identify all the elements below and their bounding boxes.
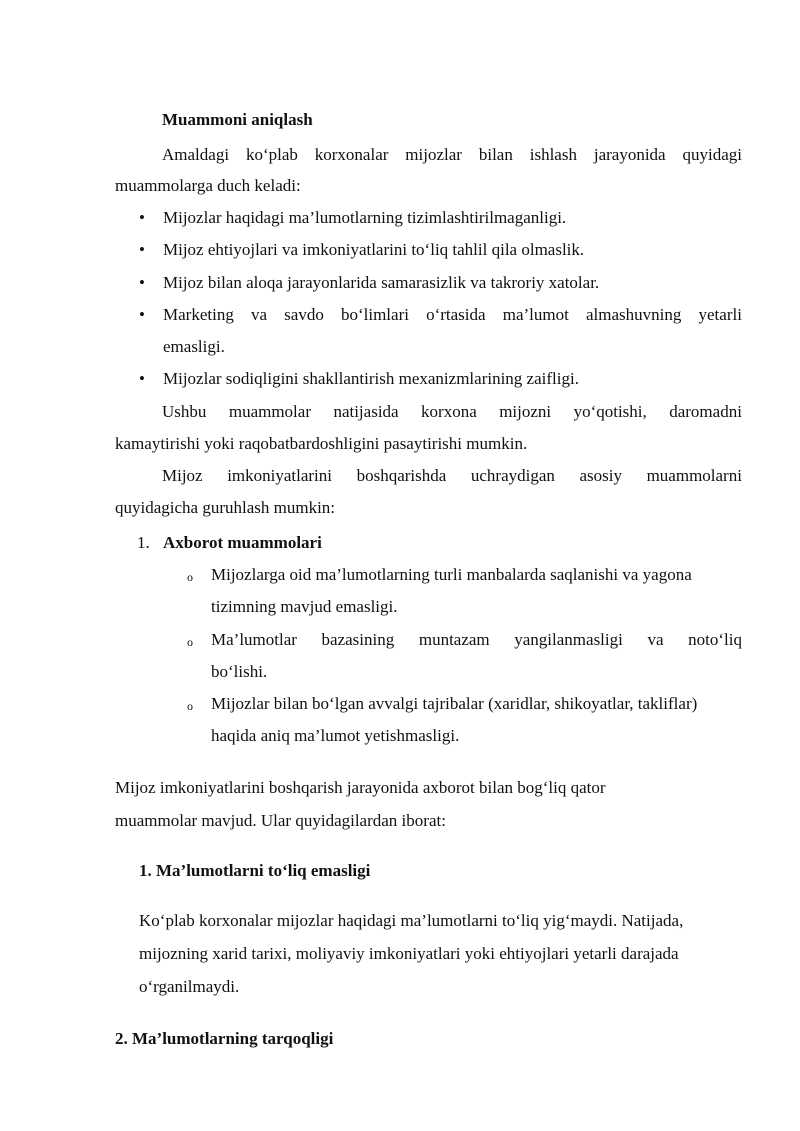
subsection-2-title: 2. Ma’lumotlarning tarqoqligi: [115, 1029, 334, 1048]
word: ishlash: [529, 145, 577, 164]
paragraph-4-line-1: Mijoz imkoniyatlarini boshqarish jarayonida axborot bilan bog‘liq qator: [115, 778, 606, 797]
bullet-glyph: •: [139, 305, 145, 324]
word: yo‘qotishi,: [573, 402, 647, 421]
sub-item-continuation: bo‘lishi.: [211, 662, 268, 681]
paragraph-3-line-2: quyidagicha guruhlash mumkin:: [115, 498, 336, 517]
sub-bullet-glyph: o: [187, 570, 193, 584]
sub-bullet-glyph: o: [187, 699, 193, 713]
word: almashuvning: [585, 305, 682, 324]
word: korxona: [421, 402, 477, 421]
subsection-1-line-2: mijozning xarid tarixi, moliyaviy imkoniyatlari yoki ehtiyojlari yetarli darajada: [139, 944, 679, 963]
word: asosiy: [579, 466, 622, 485]
word: ma’lumot: [502, 305, 569, 324]
paragraph-3-line-1: [162, 467, 742, 484]
bullet-glyph: •: [139, 273, 145, 292]
sub-bullet-glyph: o: [187, 635, 193, 649]
word: muammolar: [228, 402, 311, 421]
word: o‘rtasida: [426, 305, 486, 324]
sub-item: Mijozlar bilan bo‘lgan avvalgi tajribalar (xaridlar, shikoyatlar, takliflar): [211, 694, 698, 713]
word: muammolarni: [646, 466, 742, 485]
sub-item: Mijozlarga oid ma’lumotlarning turli manbalarda saqlanishi va yagona: [211, 565, 692, 584]
paragraph-4-line-2: muammolar mavjud. Ular quyidagilardan iborat:: [115, 811, 446, 830]
word: ko‘plab: [245, 145, 298, 164]
bullet-glyph: •: [139, 240, 145, 259]
word: jarayonida: [593, 145, 666, 164]
subsection-1-line-1: Ko‘plab korxonalar mijozlar haqidagi ma’lumotlarni to‘liq yig‘maydi. Natijada,: [139, 911, 684, 930]
word: bilan: [478, 145, 513, 164]
word: yangilanmasligi: [514, 630, 623, 649]
list-title: Axborot muammolari: [163, 533, 322, 552]
word: va: [647, 630, 664, 649]
bullet-item: [163, 306, 742, 323]
sub-item-continuation: haqida aniq ma’lumot yetishmasligi.: [211, 726, 460, 745]
word: daromadni: [669, 402, 742, 421]
intro-line-1: [162, 146, 742, 163]
list-number: 1.: [137, 533, 150, 552]
word: Ushbu: [162, 402, 207, 421]
bullet-item: Mijoz ehtiyojlari va imkoniyatlarini to‘liq tahlil qila olmaslik.: [163, 240, 585, 259]
word: bo‘limlari: [340, 305, 409, 324]
bullet-item: Mijozlar haqidagi ma’lumotlarning tizimlashtirilmaganligi.: [163, 208, 567, 227]
word: Ma’lumotlar: [211, 630, 297, 649]
bullet-item: Mijoz bilan aloqa jarayonlarida samarasizlik va takroriy xatolar.: [163, 273, 600, 292]
word: imkoniyatlarini: [227, 466, 333, 485]
word: boshqarishda: [356, 466, 447, 485]
bullet-glyph: •: [139, 369, 145, 388]
subsection-1-title: 1. Ma’lumotlarni to‘liq emasligi: [139, 861, 371, 880]
word: mijozlar: [405, 145, 462, 164]
word: savdo: [284, 305, 324, 324]
word: uchraydigan: [470, 466, 555, 485]
word: bazasining: [321, 630, 395, 649]
word: Amaldagi: [162, 145, 230, 164]
word: korxonalar: [314, 145, 389, 164]
word: muntazam: [418, 630, 490, 649]
sub-item-continuation: tizimning mavjud emasligi.: [211, 597, 398, 616]
bullet-item-continuation: emasligi.: [163, 337, 225, 356]
word: mijozni: [499, 402, 552, 421]
word: va: [250, 305, 268, 324]
word: quyidagi: [682, 145, 742, 164]
subsection-1-line-3: o‘rganilmaydi.: [139, 977, 240, 996]
paragraph-2-line-1: [162, 403, 742, 420]
sub-item: [211, 631, 742, 648]
word: yetarli: [698, 305, 742, 324]
section-heading: Muammoni aniqlash: [162, 110, 313, 129]
word: Mijoz: [162, 466, 203, 485]
word: Marketing: [163, 305, 234, 324]
bullet-glyph: •: [139, 208, 145, 227]
word: noto‘liq: [688, 630, 742, 649]
bullet-item: Mijozlar sodiqligini shakllantirish mexanizmlarining zaifligi.: [163, 369, 579, 388]
paragraph-2-line-2: kamaytirishi yoki raqobatbardoshligini pasaytirishi mumkin.: [115, 434, 528, 453]
word: natijasida: [333, 402, 399, 421]
intro-line-2: muammolarga duch keladi:: [115, 176, 301, 195]
